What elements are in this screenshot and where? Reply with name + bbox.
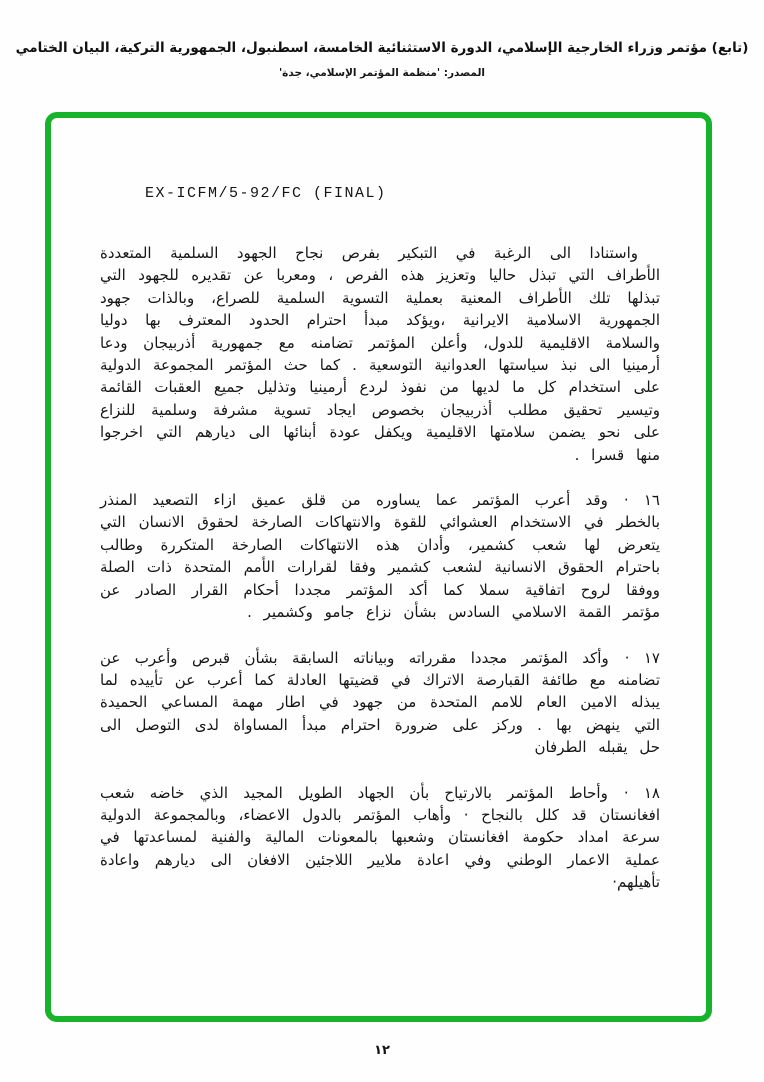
document-body-text — [100, 242, 660, 894]
numbered-paragraph: ١٧ ·وأكد المؤتمر مجددا مقرراته وبياناته السابقة بشأن قبرص وأعرب عن تضامنه مع طائفة القبارصة الاتراك في قضيتها العادلة كما أعرب عن تأييده لما يبذله الامين العام للامم المتحدة من جهود في اطار مهمة المساعي الحميدة التي ينهض بها . وركز على ضرورة احترام مبدأ المساواة لدى التوصل الى حل يقبله الطرفان — [100, 648, 660, 757]
paragraph-number: ١٨ · — [623, 783, 660, 802]
document-header-title: (تابع) مؤتمر وزراء الخارجية الإسلامي، الدورة الاستثنائية الخامسة، اسطنبول، الجمهورية التركية، البيان الختامي — [15, 40, 749, 56]
document-header — [0, 40, 764, 79]
page-number: ١٢ — [374, 1043, 390, 1058]
document-header-source: المصدر: 'منظمة المؤتمر الإسلامي، جدة' — [278, 67, 486, 79]
paragraph: واستنادا الى الرغبة في التبكير بفرص نجاح الجهود السلمية المتعددة الأطراف التي تبذل حاليا وتعزيز هذه الفرص ، ومعربا عن تقديره للجهود التي تبذلها تلك الأطراف المعنية بعملية التسوية السلمية للصراع، وبالذات جهود الجمهورية الاسلامية الايرانية ،ويؤكد مبدأ احترام الحدود المعترف بها دوليا والسلامة الاقليمية للدول، وأعلن المؤتمر تضامنه مع جمهورية أذربيجان ودعا أرمينيا الى نبذ سياستها العدوانية التوسعية . كما حث المؤتمر المجموعة الدولية على استخدام كل ما لديها من نفوذ لردع أرمينيا وتذليل جميع العقبات القائمة وتيسير تحقيق مطلب أذربيجان بخصوص ايجاد تسوية مشرفة وسلمية للنزاع على نحو يضمن سلامتها الاقليمية ويكفل عودة أبنائها الى ديارهم التي اخرجوا منها قسرا . — [100, 244, 660, 464]
paragraph-number: ١٦ · — [623, 491, 660, 510]
document-reference-code: EX-ICFM/5-92/FC (FINAL) — [145, 185, 387, 202]
paragraph-number: ١٧ · — [624, 648, 660, 667]
numbered-paragraph: ١٨ ·وأحاط المؤتمر بالارتياح بأن الجهاد الطويل المجيد الذي خاضه شعب افغانستان قد كلل بالنجاح · وأهاب المؤتمر بالدول الاعضاء، وبالمجموعة الدولية سرعة امداد حكومة افغانستان وشعبها بالمعونات المالية والفنية لمساعدتها في عملية الاعمار الوطني وفي اعادة ملايير اللاجئين الافغان الى ديارهم واعادة تأهيلهم· — [100, 783, 660, 892]
document-green-frame — [45, 112, 712, 1022]
numbered-paragraph: ١٦ ·وقد أعرب المؤتمر عما يساوره من قلق عميق ازاء التصعيد المنذر بالخطر في الاستخدام العشوائي للقوة والانتهاكات الصارخة لحقوق الانسان التي يتعرض لها شعب كشمير، وأدان هذه الانتهاكات الصارخة المتكررة وطالب باحترام الحقوق الانسانية لشعب كشمير وفقا لقرارات الأمم المتحدة ذات الصلة ووفقا لروح اتفاقية سملا كما أكد المؤتمر مجددا أحكام القرار الصادر عن مؤتمر القمة الاسلامي السادس بشأن نزاع جامو وكشمير . — [100, 491, 660, 622]
